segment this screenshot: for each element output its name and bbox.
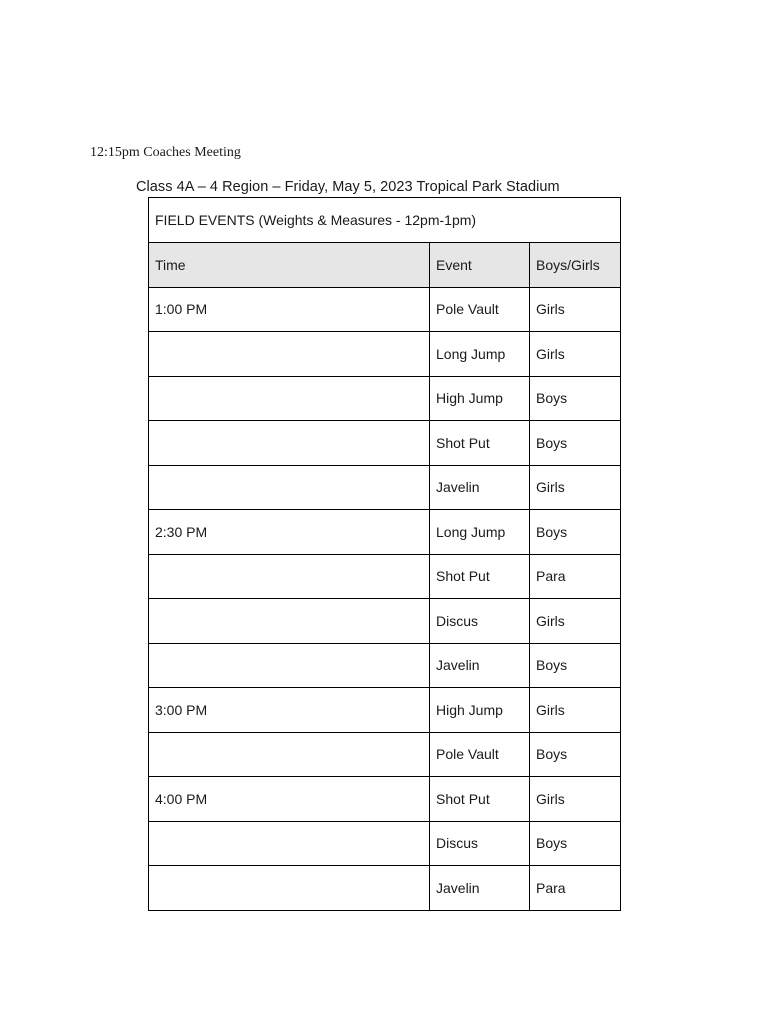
table-header-row [149, 243, 621, 288]
cell-gender: Boys [530, 510, 621, 555]
cell-event: Shot Put [430, 554, 530, 599]
table-row [149, 643, 621, 688]
table-row [149, 510, 621, 555]
cell-gender: Boys [530, 421, 621, 466]
cell-time [149, 554, 430, 599]
column-header-event: Event [430, 243, 530, 288]
cell-event: Shot Put [430, 777, 530, 822]
cell-event: High Jump [430, 376, 530, 421]
cell-gender: Para [530, 866, 621, 911]
cell-event: Pole Vault [430, 287, 530, 332]
cell-gender: Girls [530, 688, 621, 733]
table-row [149, 866, 621, 911]
cell-gender: Girls [530, 287, 621, 332]
cell-time [149, 821, 430, 866]
column-header-time: Time [149, 243, 430, 288]
cell-event: Discus [430, 821, 530, 866]
cell-gender: Para [530, 554, 621, 599]
cell-gender: Boys [530, 643, 621, 688]
cell-time: 1:00 PM [149, 287, 430, 332]
cell-gender: Boys [530, 376, 621, 421]
meet-heading: Class 4A – 4 Region – Friday, May 5, 2023 Tropical Park Stadium [136, 179, 560, 195]
cell-gender: Girls [530, 599, 621, 644]
field-events-table [148, 197, 621, 911]
cell-gender: Girls [530, 777, 621, 822]
coaches-meeting-note: 12:15pm Coaches Meeting [90, 145, 241, 160]
table-row [149, 732, 621, 777]
table-title: FIELD EVENTS (Weights & Measures - 12pm-1pm) [149, 198, 621, 243]
cell-event: Long Jump [430, 510, 530, 555]
cell-gender: Boys [530, 821, 621, 866]
table-row [149, 332, 621, 377]
cell-event: Javelin [430, 643, 530, 688]
cell-time [149, 332, 430, 377]
cell-time: 3:00 PM [149, 688, 430, 733]
cell-time [149, 376, 430, 421]
table-row [149, 554, 621, 599]
cell-event: Long Jump [430, 332, 530, 377]
table-row [149, 421, 621, 466]
table-row [149, 376, 621, 421]
table-row [149, 821, 621, 866]
cell-time [149, 866, 430, 911]
cell-event: Javelin [430, 465, 530, 510]
cell-time [149, 732, 430, 777]
cell-event: Discus [430, 599, 530, 644]
table-row [149, 777, 621, 822]
table-row [149, 465, 621, 510]
table-title-row [149, 198, 621, 243]
cell-event: Shot Put [430, 421, 530, 466]
cell-time [149, 465, 430, 510]
cell-event: Javelin [430, 866, 530, 911]
cell-gender: Girls [530, 465, 621, 510]
table-row [149, 287, 621, 332]
cell-gender: Girls [530, 332, 621, 377]
cell-gender: Boys [530, 732, 621, 777]
cell-event: High Jump [430, 688, 530, 733]
table-row [149, 599, 621, 644]
column-header-gender: Boys/Girls [530, 243, 621, 288]
cell-time: 4:00 PM [149, 777, 430, 822]
cell-event: Pole Vault [430, 732, 530, 777]
cell-time [149, 599, 430, 644]
table-row [149, 688, 621, 733]
cell-time [149, 421, 430, 466]
cell-time: 2:30 PM [149, 510, 430, 555]
cell-time [149, 643, 430, 688]
